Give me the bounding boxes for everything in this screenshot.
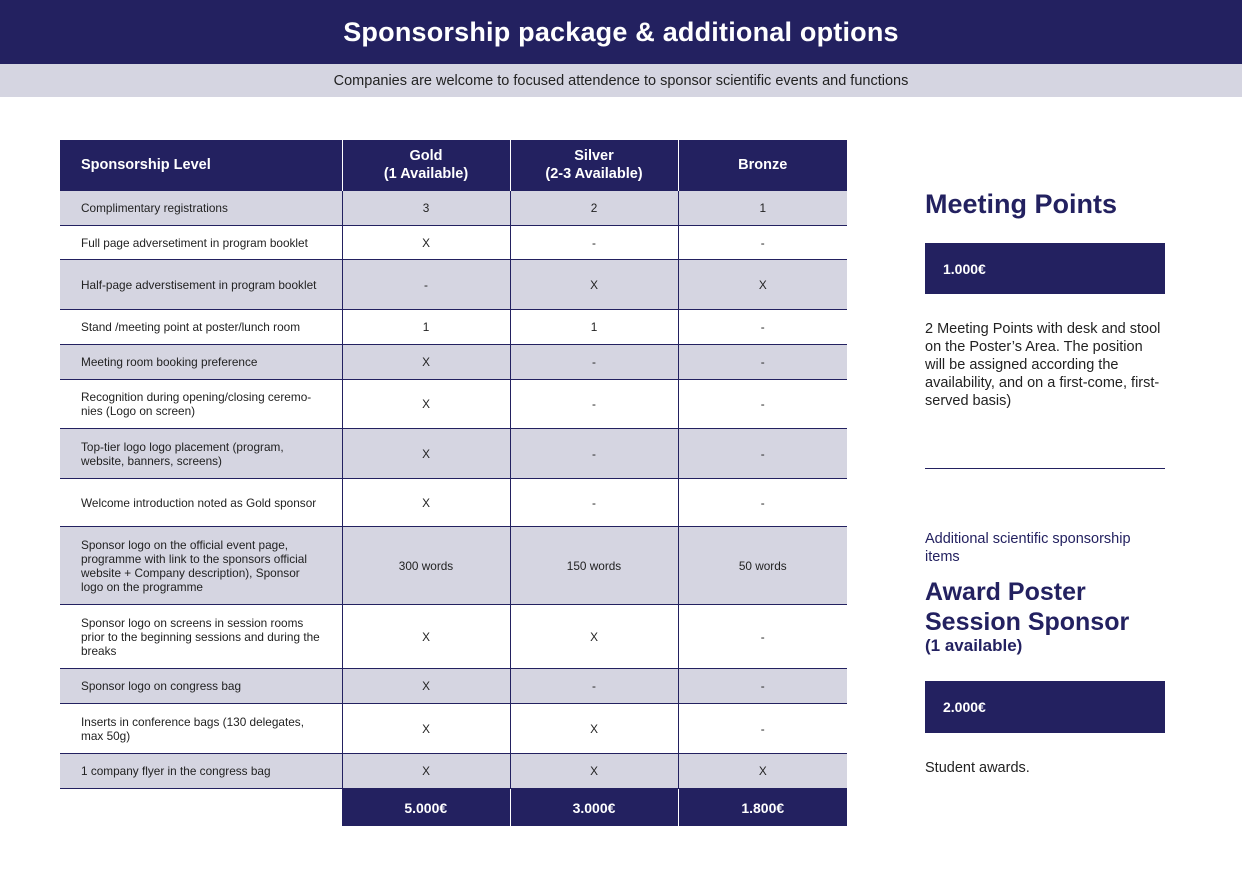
gold-cell: X (342, 380, 510, 429)
table-row (60, 479, 847, 527)
silver-cell: - (510, 479, 678, 527)
award-price: 2.000€ (925, 681, 1165, 733)
table-row (60, 380, 847, 429)
gold-cell: X (342, 754, 510, 789)
feature-cell: Full page adversetiment in program booklet (60, 226, 342, 260)
silver-cell: X (510, 754, 678, 789)
silver-cell: - (510, 669, 678, 704)
feature-cell: Stand /meeting point at poster/lunch room (60, 310, 342, 345)
title-bar (0, 0, 1242, 64)
header-gold: Gold (1 Available) (342, 140, 510, 191)
bronze-cell: 1 (678, 191, 847, 226)
gold-cell: X (342, 345, 510, 380)
silver-cell: - (510, 226, 678, 260)
gold-cell: 300 words (342, 527, 510, 605)
feature-cell: Sponsor logo on the official event page, programme with link to the sponsors official website + Company description), Sponsor logo on the programme (60, 527, 342, 605)
table-row (60, 226, 847, 260)
silver-price: 3.000€ (510, 789, 678, 827)
price-row-blank (60, 789, 342, 827)
bronze-cell: - (678, 345, 847, 380)
gold-cell: X (342, 605, 510, 669)
feature-cell: Welcome introduction noted as Gold sponsor (60, 479, 342, 527)
feature-cell: 1 company flyer in the congress bag (60, 754, 342, 789)
bronze-cell: - (678, 704, 847, 754)
feature-cell: Recognition during opening/closing ceremo-nies (Logo on screen) (60, 380, 342, 429)
gold-cell: 3 (342, 191, 510, 226)
bronze-cell: - (678, 429, 847, 479)
silver-cell: - (510, 380, 678, 429)
award-title: Award Poster Session Sponsor (925, 578, 1130, 636)
gold-cell: X (342, 479, 510, 527)
bronze-cell: - (678, 605, 847, 669)
award-description: Student awards. (925, 760, 1030, 776)
meeting-points-price: 1.000€ (925, 243, 1165, 294)
price-row (60, 789, 847, 827)
table-row (60, 527, 847, 605)
award-subtitle: (1 available) (925, 636, 1023, 655)
gold-price: 5.000€ (342, 789, 510, 827)
table-row (60, 704, 847, 754)
feature-cell: Sponsor logo on congress bag (60, 669, 342, 704)
gold-cell: X (342, 429, 510, 479)
bronze-cell: - (678, 310, 847, 345)
table-row (60, 669, 847, 704)
feature-cell: Sponsor logo on screens in session rooms prior to the beginning sessions and during the breaks (60, 605, 342, 669)
header-bronze: Bronze (678, 140, 847, 191)
additional-items-label: Additional scientific sponsorship items (925, 531, 1131, 565)
table-row (60, 191, 847, 226)
bronze-price: 1.800€ (678, 789, 847, 827)
feature-cell: Top-tier logo logo placement (program, website, banners, screens) (60, 429, 342, 479)
sponsorship-table (60, 140, 847, 826)
table-row (60, 429, 847, 479)
page-title: Sponsorship package & additional options (343, 16, 899, 47)
bronze-cell: - (678, 380, 847, 429)
meeting-points-title: Meeting Points (925, 189, 1118, 219)
silver-cell: X (510, 704, 678, 754)
silver-cell: X (510, 605, 678, 669)
gold-cell: X (342, 669, 510, 704)
silver-cell: - (510, 345, 678, 380)
page-subtitle: Companies are welcome to focused attendence to sponsor scientific events and functions (333, 72, 909, 89)
subtitle-bar (0, 64, 1242, 97)
bronze-cell: X (678, 260, 847, 310)
feature-cell: Half-page adverstisement in program booklet (60, 260, 342, 310)
bronze-cell: - (678, 669, 847, 704)
feature-cell: Complimentary registrations (60, 191, 342, 226)
bronze-cell: 50 words (678, 527, 847, 605)
silver-cell: 150 words (510, 527, 678, 605)
bronze-cell: X (678, 754, 847, 789)
table-row (60, 260, 847, 310)
gold-cell: X (342, 226, 510, 260)
gold-cell: X (342, 704, 510, 754)
bronze-cell: - (678, 479, 847, 527)
table-header-row (60, 140, 847, 191)
feature-cell: Meeting room booking preference (60, 345, 342, 380)
feature-cell: Inserts in conference bags (130 delegates, max 50g) (60, 704, 342, 754)
silver-cell: X (510, 260, 678, 310)
silver-cell: 1 (510, 310, 678, 345)
gold-cell: 1 (342, 310, 510, 345)
table-row (60, 754, 847, 789)
silver-cell: 2 (510, 191, 678, 226)
table-row (60, 345, 847, 380)
table-row (60, 310, 847, 345)
bronze-cell: - (678, 226, 847, 260)
header-sponsorship-level: Sponsorship Level (60, 140, 342, 191)
meeting-points-description: 2 Meeting Points with desk and stool on the Poster’s Area. The position will be assigned according the availability, and on a first-come, first-served basis) (925, 321, 1161, 409)
silver-cell: - (510, 429, 678, 479)
table-row (60, 605, 847, 669)
header-silver: Silver (2-3 Available) (510, 140, 678, 191)
section-divider (925, 468, 1165, 469)
gold-cell: - (342, 260, 510, 310)
